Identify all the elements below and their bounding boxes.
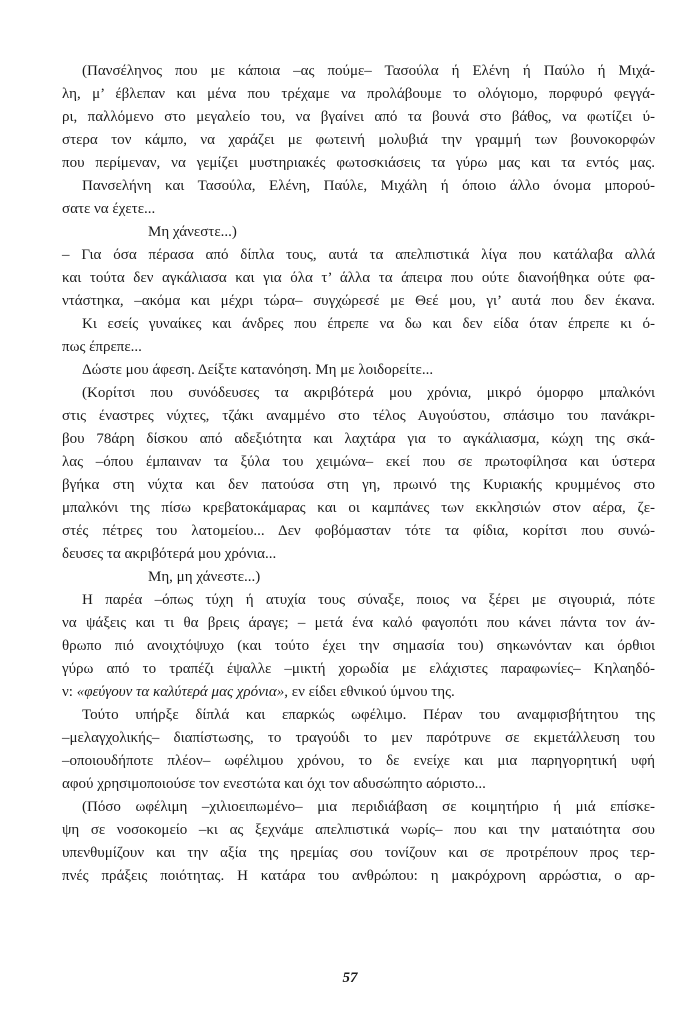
paragraph [62,566,655,589]
paragraph [62,244,655,313]
text-line: ψη σε νοσοκομείο –κι ας ξεχνάμε απελπιστικά νωρίς– που και την ματαιότητα σου [62,822,655,838]
text-segment: , εν είδει εθνικού ύμνου της. [284,684,455,700]
paragraph [62,359,655,382]
text-line: πνές πράξεις ποιότητας. Η κατάρα του ανθρώπου: η μακρόχρονη αρρώστια, ο αρ- [62,868,655,884]
text-line: Μη, μη χάνεστε...) [148,569,261,585]
text-line: (Πανσέληνος που με κάποια –ας πούμε– Τασούλα ή Ελένη ή Παύλο ή Μιχά- [82,63,655,79]
text-line: που περίμεναν, να γεμίζει μυστηριακές φωτοσκιάσεις τα γύρω μας και τα εντός μας. [62,155,655,171]
paragraph [62,175,655,221]
text-line: Μη χάνεστε...) [148,224,237,240]
text-line: στές πέτρες του λατομείου... Δεν φοβόμασταν τότε τα φίδια, κορίτσι που συνώ- [62,523,655,539]
page-number: 57 [342,970,358,986]
text-line: (Πόσο ωφέλιμη –χιλιοειπωμένο– μια περιδιάβαση σε κοιμητήριο ή μιά επίσκε- [82,799,655,815]
text-line: Κι εσείς γυναίκες και άνδρες που έπρεπε να δω και δεν είδα όταν έπρεπε κι ό- [82,316,655,332]
text-line: λη, μ’ έβλεπαν και μένα που τρέχαμε να προλάβουμε το ολόγιομο, πορφυρό φεγγά- [62,86,655,102]
paragraph [62,221,655,244]
text-line: βγήκα στη νύχτα και δεν πατούσα στη γη, πρωινό της Κυριακής κρυμμένος στο [62,477,655,493]
text-line: να ψάξεις και τι θα βρεις άραγε; – μετά ένα καλό φαγοπότι που κάνει πάντα τον άν- [62,615,655,631]
text-line: μπαλκόνι της πίσω κρεβατοκάμαρας και οι καμπάνες των εκκλησιών στον αέρα, ζε- [62,500,655,516]
text-line: ντάστηκα, –ακόμα και μέχρι τώρα– συγχώρεσέ με Θεέ μου, γι’ αυτά που δεν έκανα. [62,293,655,309]
text-line: πως έπρεπε... [62,339,142,355]
paragraph [62,704,655,796]
text-line: αφού χρησιμοποιούσε τον ενεστώτα και όχι τον αδυσώπητο αόριστο... [62,776,486,792]
text-line: στις έναστρες νύχτες, τζάκι αναμμένο στο τέλος Αυγούστου, σπάσιμο του πανάκρι- [62,408,655,424]
text-line: βου 78άρη δίσκου από αδεξιότητα και λαχτάρα για το αγκάλιασμα, κώχη της σκά- [62,431,655,447]
paragraph [62,589,655,704]
paragraph [62,382,655,566]
text-line: υπενθυμίζουν και την αξία της ηρεμίας σου τονίζουν και σε προτρέπουν προς τερ- [62,845,655,861]
text-line: (Κορίτσι που συνόδευσες τα ακριβότερά μου χρόνια, μικρό όμορφο μπαλκόνι [82,385,655,401]
text-line: –μελαγχολικής– διαπίστωσης, το τραγούδι το μεν παρότρυνε σε εκμετάλλευση του [62,730,655,746]
body-text [62,60,655,888]
text-line: Δώστε μου άφεση. Δείξτε κατανόηση. Μη με λοιδορείτε... [82,362,434,378]
paragraph [62,60,655,175]
text-line: σατε να έχετε... [62,201,156,217]
text-line: δευσες τα ακριβότερά μου χρόνια... [62,546,277,562]
text-line: –οποιουδήποτε πλέον– ωφέλιμου χρόνου, το δε ενείχε και μια παρηγορητική υφή [62,753,655,769]
paragraph [62,796,655,888]
text-line: Πανσελήνη και Τασούλα, Ελένη, Παύλε, Μιχάλη ή όποιο άλλο όνομα μπορού- [82,178,655,194]
text-line: Η παρέα –όπως τύχη ή ατυχία τους σύναξε, ποιος να ξέρει με σιγουριά, πότε [82,592,655,608]
text-line: ρι, παλλόμενο στο μεγαλείο του, να βγαίνει από τα βουνά στο βάθος, να φωτίζει ύ- [62,109,655,125]
song-title-quote: «φεύγουν τα καλύτερά μας χρόνια» [76,684,285,700]
text-line: γύρω από το τραπέζι έψαλλε –μικτή χορωδία με ελάχιστες παραφωνίες– Κηλαηδό- [62,661,655,677]
text-line: και τούτα δεν αγκάλιασα και για όλα τ’ άλλα τα άπειρα που ούτε διανοήθηκα ούτε φα- [62,270,655,286]
text-segment: ν: [62,684,77,700]
text-line: λας –όπου έμπαιναν τα ξύλα του χειμώνα– εκεί που σε πρωτοφίλησα και ύστερα [62,454,655,470]
text-line: – Για όσα πέρασα από δίπλα τους, αυτά τα απελπιστικά λίγα που κατάλαβα αλλά [62,247,655,263]
paragraph [62,313,655,359]
text-line: Τούτο υπήρξε δίπλά και επαρκώς ωφέλιμο. Πέραν του αναμφισβήτητου της [82,707,655,723]
text-line [62,681,655,704]
text-line: θρωπο πιό ανοιχτόψυχο (και τούτο έχει την σημασία του) σηκωνόνταν και όρθιοι [62,638,655,654]
text-line: στερα τον κάμπο, να χαράζει με φωτεινή μολυβιά την γραμμή των βουνοκορφών [62,132,655,148]
